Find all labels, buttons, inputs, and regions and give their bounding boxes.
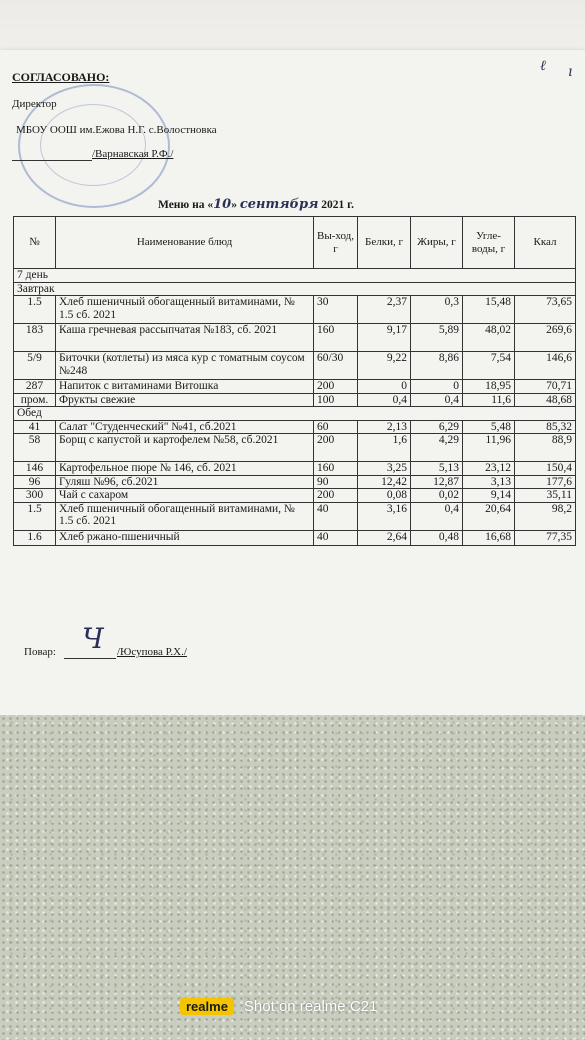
cell-number: 183 — [14, 324, 56, 352]
menu-month: сентября — [239, 197, 319, 212]
column-header-kcal: Ккал — [515, 217, 576, 269]
cell-carbs: 11,6 — [463, 393, 515, 407]
table-row — [14, 352, 576, 380]
menu-title-mid: » — [231, 199, 240, 211]
cell-dish-name: Борщ с капустой и картофелем №58, сб.2021 — [56, 434, 314, 462]
cell-kcal: 73,65 — [515, 296, 576, 324]
cell-kcal: 85,32 — [515, 420, 576, 434]
cell-dish-name: Напиток с витаминами Витошка — [56, 380, 314, 394]
cell-fat: 0,48 — [411, 530, 463, 545]
cell-protein: 9,22 — [358, 352, 411, 380]
menu-year: 2021 г. — [318, 199, 354, 211]
cell-number: 1.6 — [14, 530, 56, 545]
cell-kcal: 35,11 — [515, 489, 576, 503]
column-header-dish: Наименование блюд — [56, 217, 314, 269]
cell-number: 146 — [14, 462, 56, 476]
cell-carbs: 5,48 — [463, 420, 515, 434]
table-row — [14, 324, 576, 352]
cell-yield: 60/30 — [314, 352, 358, 380]
cell-carbs: 18,95 — [463, 380, 515, 394]
cell-carbs: 23,12 — [463, 462, 515, 476]
cell-yield: 100 — [314, 393, 358, 407]
cell-dish-name: Хлеб ржано-пшеничный — [56, 530, 314, 545]
cell-kcal: 146,6 — [515, 352, 576, 380]
cell-carbs: 20,64 — [463, 502, 515, 530]
cell-protein: 0,4 — [358, 393, 411, 407]
director-title: Директор — [12, 98, 57, 110]
cell-yield: 60 — [314, 420, 358, 434]
cook-label: Повар: — [24, 646, 56, 658]
tablecloth-background — [0, 715, 585, 1040]
cell-protein: 2,37 — [358, 296, 411, 324]
cell-yield: 200 — [314, 434, 358, 462]
cell-dish-name: Хлеб пшеничный обогащенный витаминами, № 1.5 сб. 2021 — [56, 502, 314, 530]
cell-dish-name: Хлеб пшеничный обогащенный витаминами, № 1.5 сб. 2021 — [56, 296, 314, 324]
cell-carbs: 9,14 — [463, 489, 515, 503]
director-signature-line — [12, 148, 92, 161]
cell-protein: 3,16 — [358, 502, 411, 530]
meal-section-label: Обед — [14, 407, 576, 421]
cell-dish-name: Биточки (котлеты) из мяса кур с томатным соусом №248 — [56, 352, 314, 380]
watermark-brand-badge: realme — [180, 998, 234, 1015]
cell-carbs: 3,13 — [463, 475, 515, 489]
table-row — [14, 489, 576, 503]
cell-yield: 160 — [314, 324, 358, 352]
cell-number: 96 — [14, 475, 56, 489]
cell-fat: 0 — [411, 380, 463, 394]
table-row — [14, 380, 576, 394]
cell-carbs: 11,96 — [463, 434, 515, 462]
cell-fat: 6,29 — [411, 420, 463, 434]
cell-protein: 2,64 — [358, 530, 411, 545]
cell-kcal: 177,6 — [515, 475, 576, 489]
cell-kcal: 48,68 — [515, 393, 576, 407]
day-row — [14, 269, 576, 283]
table-header-row — [14, 217, 576, 269]
table-row — [14, 393, 576, 407]
approval-heading: СОГЛАСОВАНО: — [12, 70, 110, 84]
cell-number: 1.5 — [14, 502, 56, 530]
cell-yield: 40 — [314, 530, 358, 545]
table-row — [14, 434, 576, 462]
cell-yield: 160 — [314, 462, 358, 476]
cell-number: 1.5 — [14, 296, 56, 324]
cell-yield: 200 — [314, 380, 358, 394]
column-header-yield: Вы-ход, г — [314, 217, 358, 269]
table-row — [14, 420, 576, 434]
cell-protein: 12,42 — [358, 475, 411, 489]
meal-section-row — [14, 282, 576, 296]
menu-day: 10 — [213, 197, 232, 212]
cell-kcal: 269,6 — [515, 324, 576, 352]
cell-number: 300 — [14, 489, 56, 503]
cell-fat: 0,02 — [411, 489, 463, 503]
column-header-carbs: Угле-воды, г — [463, 217, 515, 269]
cell-yield: 30 — [314, 296, 358, 324]
cell-dish-name: Салат "Студенческий" №41, сб.2021 — [56, 420, 314, 434]
cell-yield: 200 — [314, 489, 358, 503]
cook-signature-line — [64, 646, 116, 659]
cook-name: /Юсупова Р.Х./ — [117, 646, 187, 658]
column-header-fat: Жиры, г — [411, 217, 463, 269]
cell-yield: 90 — [314, 475, 358, 489]
cell-fat: 0,4 — [411, 502, 463, 530]
cell-fat: 8,86 — [411, 352, 463, 380]
cell-protein: 9,17 — [358, 324, 411, 352]
cell-protein: 2,13 — [358, 420, 411, 434]
cell-carbs: 16,68 — [463, 530, 515, 545]
watermark-text: Shot on realme C21 — [243, 997, 378, 1015]
cell-kcal: 150,4 — [515, 462, 576, 476]
cell-fat: 4,29 — [411, 434, 463, 462]
cell-number: 5/9 — [14, 352, 56, 380]
cell-protein: 0 — [358, 380, 411, 394]
table-body — [14, 269, 576, 546]
camera-watermark — [180, 996, 377, 1016]
cell-dish-name: Чай с сахаром — [56, 489, 314, 503]
corner-handwritten-mark: ℓ — [540, 58, 546, 74]
cell-fat: 12,87 — [411, 475, 463, 489]
column-header-number: № — [14, 217, 56, 269]
cell-kcal: 88,9 — [515, 434, 576, 462]
cell-carbs: 15,48 — [463, 296, 515, 324]
table-row — [14, 296, 576, 324]
cell-number: 287 — [14, 380, 56, 394]
column-header-protein: Белки, г — [358, 217, 411, 269]
menu-title — [158, 197, 354, 212]
cell-kcal: 77,35 — [515, 530, 576, 545]
menu-table — [13, 216, 576, 546]
table-row — [14, 462, 576, 476]
menu-title-prefix: Меню на « — [158, 199, 214, 211]
meal-section-label: Завтрак — [14, 282, 576, 296]
cell-carbs: 7,54 — [463, 352, 515, 380]
day-label: 7 день — [14, 269, 576, 283]
table-row — [14, 502, 576, 530]
cell-kcal: 70,71 — [515, 380, 576, 394]
cell-fat: 5,13 — [411, 462, 463, 476]
table-row — [14, 475, 576, 489]
table-row — [14, 530, 576, 545]
cell-protein: 1,6 — [358, 434, 411, 462]
meal-section-row — [14, 407, 576, 421]
cell-fat: 0,3 — [411, 296, 463, 324]
cell-dish-name: Фрукты свежие — [56, 393, 314, 407]
cell-carbs: 48,02 — [463, 324, 515, 352]
cell-number: пром. — [14, 393, 56, 407]
cell-protein: 3,25 — [358, 462, 411, 476]
cell-yield: 40 — [314, 502, 358, 530]
cell-dish-name: Каша гречневая рассыпчатая №183, сб. 2021 — [56, 324, 314, 352]
cell-dish-name: Гуляш №96, сб.2021 — [56, 475, 314, 489]
cell-number: 41 — [14, 420, 56, 434]
cell-fat: 5,89 — [411, 324, 463, 352]
cell-dish-name: Картофельное пюре № 146, сб. 2021 — [56, 462, 314, 476]
corner-handwritten-mark-2: ı — [568, 64, 573, 80]
director-name: /Варнавская Р.Ф./ — [92, 148, 174, 160]
cell-number: 58 — [14, 434, 56, 462]
cook-signature: Ч — [82, 622, 104, 655]
cell-protein: 0,08 — [358, 489, 411, 503]
school-stamp-inner-ring — [40, 104, 146, 186]
cell-kcal: 98,2 — [515, 502, 576, 530]
cell-fat: 0,4 — [411, 393, 463, 407]
school-name: МБОУ ООШ им.Ежова Н.Г. с.Волостновка — [16, 124, 217, 136]
